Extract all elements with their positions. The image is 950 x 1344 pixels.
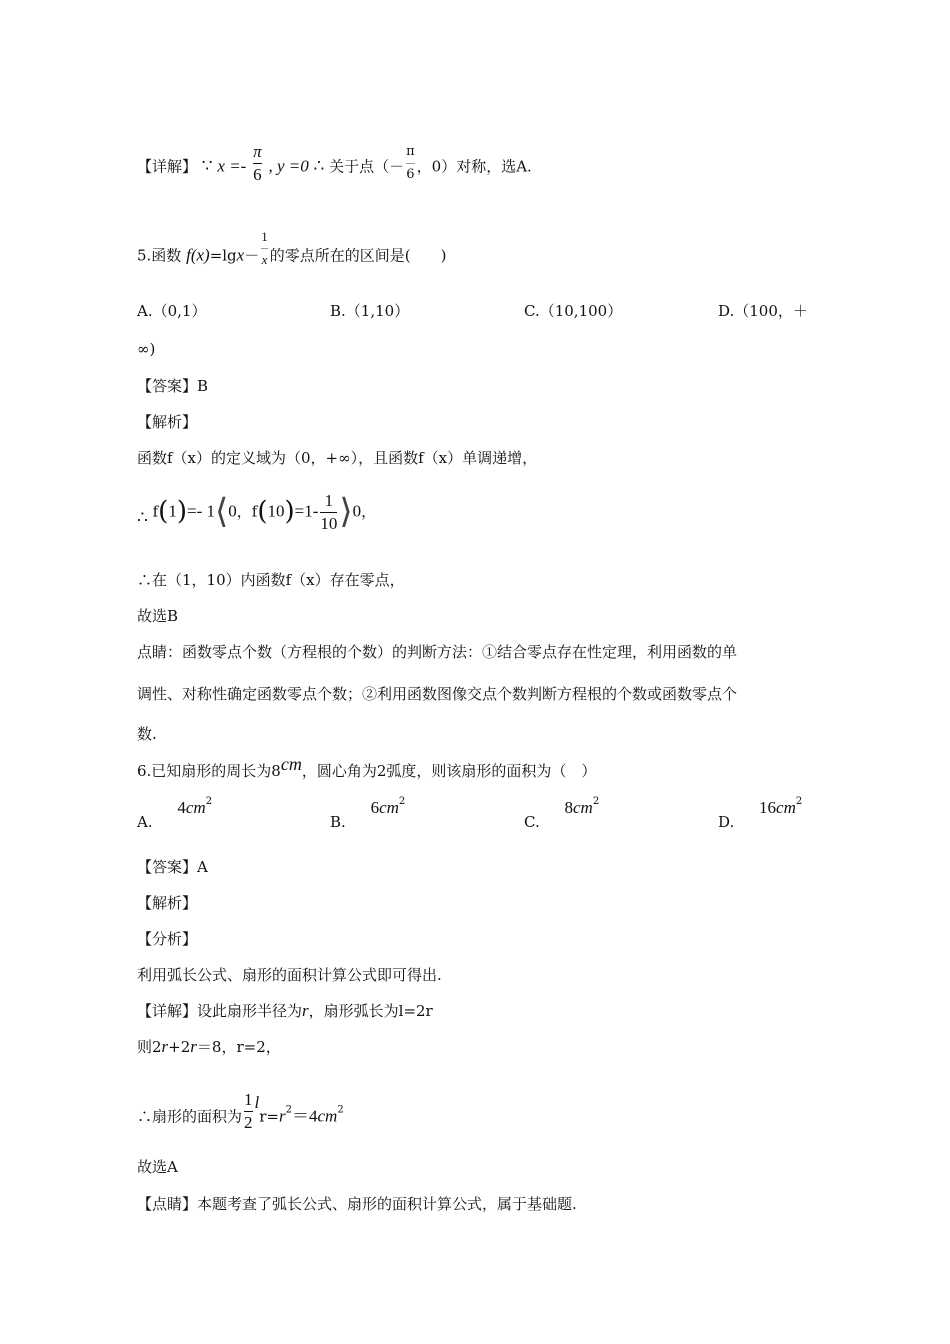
- q5-option-a[interactable]: A.（0,1）: [137, 302, 207, 320]
- pi-over-six-small: $\frac{\pi}{6}$: [406, 144, 415, 182]
- y-equation: , y =0: [268, 156, 309, 176]
- symmetry-text: 关于点（－: [329, 157, 405, 176]
- one-half: $\frac{1}{2}$: [244, 1090, 253, 1132]
- q5-comment-line1: 点睛：函数零点个数（方程根的个数）的判断方法：①结合零点存在性定理，利用函数的单: [137, 643, 738, 661]
- q6-fenxi-text: 利用弧长公式、扇形的面积计算公式即可得出.: [137, 966, 442, 984]
- therefore-symbol: ∴: [137, 507, 148, 527]
- q6-option-c[interactable]: C. $8cm^2$: [524, 796, 600, 831]
- q5-comment-line2: 调性、对称性确定函数零点个数；②利用函数图像交点个数判断方程根的个数或函数零点个: [137, 685, 738, 703]
- q5-conclusion: 故选B: [137, 607, 179, 625]
- q5-comment-line3: 数.: [137, 725, 157, 743]
- q6-comment: 【点睛】本题考查了弧长公式、扇形的面积计算公式，属于基础题.: [137, 1195, 577, 1213]
- q5-option-c[interactable]: C.（10,100）: [524, 302, 623, 320]
- q6-option-a[interactable]: A. $4cm^2$: [137, 796, 213, 831]
- q5-analysis-line3: ∴在（1，10）内函数f（x）存在零点，: [137, 571, 405, 589]
- q6-option-d[interactable]: D. $16cm^2$: [718, 796, 803, 831]
- detail-label: 【详解】: [137, 157, 198, 176]
- q5-inequality-line: ∴ f(1)=- 1⟨0，f(10)=1- $\frac{1}{10}$ ⟩0，: [137, 491, 377, 533]
- function-name: f(x): [186, 245, 210, 265]
- therefore-symbol: ∴: [313, 156, 325, 176]
- unit-cm: cm: [280, 754, 302, 774]
- q6-suffix: ，圆心角为2弧度，则该扇形的面积为（ ）: [301, 762, 597, 780]
- because-symbol: ∵: [201, 156, 213, 176]
- symmetry-text-end: ，0）对称，选A.: [416, 157, 532, 176]
- one-over-ten: $\frac{1}{10}$: [320, 491, 338, 533]
- q6-equation-line: 则2r+2r＝8，r=2，: [137, 1037, 281, 1056]
- q5-option-d-continued: ∞): [137, 340, 156, 358]
- q6-area-line: ∴扇形的面积为 $\frac{1}{2}$ $lr=r^2=4cm^2$: [137, 1090, 344, 1132]
- q5-option-d[interactable]: D.（100，＋: [718, 302, 808, 320]
- q5-suffix: 的零点所在的区间是( ): [269, 246, 447, 265]
- q5-analysis-label: 【解析】: [137, 413, 198, 431]
- q4-detail-line: [137, 142, 532, 188]
- q5-stem: 5.函数 f(x)=lgx－ $\frac{1}{x}$ 的零点所在的区间是( ): [137, 229, 447, 267]
- q6-option-b[interactable]: B. $6cm^2$: [330, 796, 406, 831]
- q6-fenxi-label: 【分析】: [137, 930, 198, 948]
- one-over-x: $\frac{1}{x}$: [261, 229, 268, 267]
- pi-over-six: $\frac{\pi}{6}$: [253, 142, 262, 184]
- q6-conclusion: 故选A: [137, 1158, 178, 1176]
- q6-answer: 【答案】A: [137, 858, 208, 876]
- q5-analysis-line1: 函数f（x）的定义域为（0，+∞），且函数f（x）单调递增，: [137, 449, 538, 467]
- q5-answer: 【答案】B: [137, 377, 209, 395]
- q6-detail-line: 【详解】设此扇形半径为r，扇形弧长为l=2r: [137, 1001, 433, 1020]
- x-equation: x =-: [217, 156, 247, 176]
- q6-stem: [137, 754, 597, 781]
- q5-option-b[interactable]: B.（1,10）: [330, 302, 410, 320]
- function-eq: =lg: [209, 246, 237, 265]
- q6-analysis-label: 【解析】: [137, 894, 198, 912]
- q5-prefix: 5.函数: [137, 246, 182, 265]
- q6-prefix: 6.已知扇形的周长为8: [137, 762, 281, 780]
